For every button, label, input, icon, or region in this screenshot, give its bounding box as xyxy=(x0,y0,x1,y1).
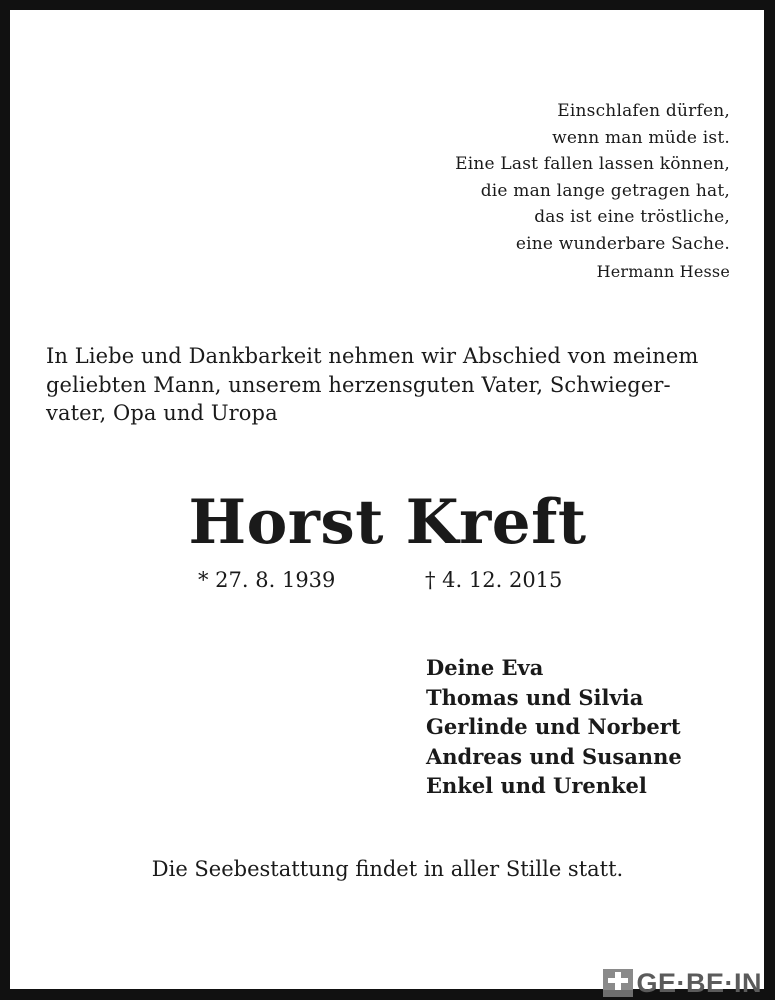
poem-quote xyxy=(455,98,730,286)
closing-note: Die Seebestattung findet in aller Stille statt. xyxy=(151,857,624,881)
family-member: Gerlinde und Norbert xyxy=(426,714,681,739)
poem-author: Hermann Hesse xyxy=(596,262,730,281)
gebein-logo-text: GE·BE·IN xyxy=(636,968,762,998)
family-member: Deine Eva xyxy=(426,655,544,680)
family-member: Andreas und Susanne xyxy=(426,743,682,769)
intro-line: geliebten Mann, unserem herzensguten Vater, Schwieger- xyxy=(46,372,671,397)
poem-line: das ist eine tröstliche, xyxy=(534,207,730,227)
poem-line: die man lange getragen hat, xyxy=(480,180,730,201)
poem-line: Einschlafen dürfen, xyxy=(557,101,730,121)
family-member: Enkel und Urenkel xyxy=(426,773,647,798)
deceased-name: Horst Kreft xyxy=(188,487,587,558)
intro-text xyxy=(46,342,736,428)
poem-line: wenn man müde ist. xyxy=(552,127,730,148)
gebein-logo xyxy=(603,968,763,998)
intro-line: In Liebe und Dankbarkeit nehmen wir Abschied von meinem xyxy=(46,344,699,368)
death-date: † 4. 12. 2015 xyxy=(425,568,563,592)
birth-date: * 27. 8. 1939 xyxy=(198,568,336,592)
family-member: Thomas und Silvia xyxy=(426,684,644,710)
poem-line: eine wunderbare Sache. xyxy=(515,233,730,254)
intro-line: vater, Opa und Uropa xyxy=(46,401,278,425)
family-signatures xyxy=(426,653,682,801)
poem-line: Eine Last fallen lassen können, xyxy=(455,154,730,174)
gebein-logo-icon xyxy=(603,969,633,997)
